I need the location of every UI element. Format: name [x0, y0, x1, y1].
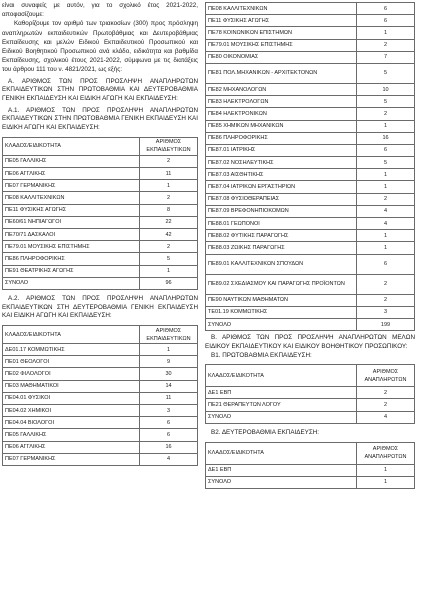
cell-klados: ΣΥΝΟΛΟ — [206, 318, 357, 330]
cell-klados: ΣΥΝΟΛΟ — [206, 411, 357, 423]
cell-klados: ΠΕ06 ΑΓΓΛΙΚΗΣ — [3, 168, 140, 180]
cell-count: 1 — [357, 242, 415, 254]
cell-klados: ΠΕ03 ΜΑΘΗΜΑΤΙΚΟΙ — [3, 380, 140, 392]
table-row — [206, 15, 415, 27]
cell-count: 5 — [357, 96, 415, 108]
cell-count: 1 — [140, 180, 198, 192]
cell-count: 2 — [140, 241, 198, 253]
cell-count: 11 — [140, 392, 198, 404]
table-row — [3, 429, 198, 441]
table-row — [3, 253, 198, 265]
cell-count: 1 — [140, 344, 198, 356]
col-header-count: ΑΡΙΘΜΟΣ ΕΚΠΑΙΔΕΥΤΙΚΩΝ — [140, 326, 198, 344]
table-row — [206, 181, 415, 193]
table-row — [3, 404, 198, 416]
cell-klados: ΠΕ85 ΧΗΜΙΚΩΝ ΜΗΧΑΝΙΚΩΝ — [206, 120, 357, 132]
table-row — [3, 453, 198, 465]
table-row — [3, 417, 198, 429]
col-header-count: ΑΡΙΘΜΟΣ ΕΚΠΑΙΔΕΥΤΙΚΩΝ — [140, 137, 198, 155]
cell-klados: ΠΕ60/61 ΝΗΠΙΑΓΩΓΟΙ — [3, 216, 140, 228]
cell-count: 16 — [140, 441, 198, 453]
table-row — [3, 155, 198, 167]
table-row — [3, 441, 198, 453]
cell-klados: ΠΕ04.04 ΒΙΟΛΟΓΟΙ — [3, 417, 140, 429]
cell-count: 4 — [140, 453, 198, 465]
cell-count: 6 — [140, 417, 198, 429]
cell-klados: ΠΕ04.01 ΦΥΣΙΚΟΙ — [3, 392, 140, 404]
table-header-row — [3, 137, 198, 155]
table-row — [206, 294, 415, 306]
table-row — [3, 216, 198, 228]
cell-klados: ΠΕ07 ΓΕΡΜΑΝΙΚΗΣ — [3, 453, 140, 465]
table-row — [206, 108, 415, 120]
table-row — [3, 368, 198, 380]
table-row — [206, 399, 415, 411]
cell-count: 1 — [357, 169, 415, 181]
cell-klados: ΣΥΝΟΛΟ — [206, 476, 357, 488]
cell-klados: ΠΕ08 ΚΑΛΛΙΤΕΧΝΙΚΩΝ — [206, 3, 357, 15]
cell-count: 30 — [140, 368, 198, 380]
cell-count: 6 — [357, 144, 415, 156]
cell-count: 1 — [357, 181, 415, 193]
table-row — [206, 169, 415, 181]
col-header-count: ΑΡΙΘΜΟΣ ΑΝΑΠΛΗΡΩΤΩΝ — [357, 365, 415, 387]
cell-klados: ΠΕ79.01 ΜΟΥΣΙΚΗΣ ΕΠΙΣΤΗΜΗΣ — [3, 241, 140, 253]
intro-paragraph: Καθορίζουμε τον αριθμό των τριακοσίων (300) προς πρόσληψη αναπληρωτών εκπαιδευτικών Πρωτοβάθμιας και Δευτεροβάθμιας Εκπαίδευσης και μελών Ειδικού Εκπαιδευτικού Προσωπικού και Ειδικού Βοηθητικού Προσωπικού ανά κλάδο, ειδικότητα και βαθμίδα Εκπαίδευσης, σχολικού έτους 2021-2022, σύμφωνα με τις διατάξεις του άρθρου 111 του ν. 4821/2021, ως εξής: — [2, 20, 198, 74]
cell-klados: ΠΕ83 ΗΛΕΚΤΡΟΛΟΓΩΝ — [206, 96, 357, 108]
table-row — [3, 180, 198, 192]
cell-count: 7 — [357, 51, 415, 63]
cell-klados: ΠΕ87.04 ΙΑΤΡΙΚΩΝ ΕΡΓΑΣΤΗΡΙΩΝ — [206, 181, 357, 193]
cell-klados: ΠΕ82 ΜΗΧΑΝΟΛΟΓΩΝ — [206, 83, 357, 95]
table-b2 — [205, 442, 415, 489]
cell-count: 6 — [140, 429, 198, 441]
cell-klados: ΠΕ87.02 ΝΟΣΗΛΕΥΤΙΚΗΣ — [206, 157, 357, 169]
table-header-row — [206, 365, 415, 387]
cell-klados: ΠΕ91 ΘΕΑΤΡΙΚΗΣ ΑΓΩΓΗΣ — [3, 265, 140, 277]
cell-count: 1 — [357, 464, 415, 476]
section-b1-heading: Β1. ΠΡΩΤΟΒΑΘΜΙΑ ΕΚΠΑΙΔΕΥΣΗ: — [211, 351, 312, 359]
section-b2-heading: Β2. ΔΕΥΤΕΡΟΒΑΘΜΙΑ ΕΚΠΑΙΔΕΥΣΗ: — [211, 428, 320, 436]
section-a1-heading: Α.1. ΑΡΙΘΜΟΣ ΤΩΝ ΠΡΟΣ ΠΡΟΣΛΗΨΗ ΑΝΑΠΛΗΡΩΤΩΝ ΕΚΠΑΙΔΕΥΤΙΚΩΝ ΣΤΗΝ ΠΡΩΤΟΒΑΘΜΙΑ ΓΕΝΙΚΗ ΕΚΠΑΙΔΕΥΣΗ ΚΑΙ ΕΙΔΙΚΗ ΑΓΩΓΗ ΚΑΙ ΕΚΠΑΙΔΕΥΣΗ: — [2, 106, 198, 132]
cell-klados: ΠΕ02 ΦΙΛΟΛΟΓΟΙ — [3, 368, 140, 380]
section-b-heading: Β. ΑΡΙΘΜΟΣ ΤΩΝ ΠΡΟΣ ΠΡΟΣΛΗΨΗ ΑΝΑΠΛΗΡΩΤΩΝ ΜΕΛΩΝ ΕΙΔΙΚΟΥ ΕΚΠΑΙΔΕΥΤΙΚΟΥ ΚΑΙ ΕΙΔΙΚΟΥ ΒΟΗΘΗΤΙΚΟΥ ΠΡΟΣΩΠΙΚΟΥ: — [205, 334, 415, 350]
cell-count: 3 — [357, 306, 415, 318]
table-row — [206, 157, 415, 169]
cell-klados: ΠΕ11 ΦΥΣΙΚΗΣ ΑΓΩΓΗΣ — [3, 204, 140, 216]
cell-klados: ΠΕ78 ΚΟΙΝΩΝΙΚΩΝ ΕΠΙΣΤΗΜΩΝ — [206, 27, 357, 39]
cell-count: 6 — [357, 254, 415, 274]
cell-count: 2 — [357, 274, 415, 294]
table-row — [206, 387, 415, 399]
table-row — [206, 120, 415, 132]
cell-count: 9 — [140, 356, 198, 368]
cell-klados: ΠΕ86 ΠΛΗΡΟΦΟΡΙΚΗΣ — [206, 132, 357, 144]
cell-count: 96 — [140, 277, 198, 289]
cell-klados: ΠΕ88.01 ΓΕΩΠΟΝΟΙ — [206, 218, 357, 230]
cell-klados: ΠΕ87.08 ΦΥΣΙΟΘΕΡΑΠΕΙΑΣ — [206, 193, 357, 205]
table-row — [206, 3, 415, 15]
cell-count: 16 — [357, 132, 415, 144]
cell-klados: ΠΕ05 ΓΑΛΛΙΚΗΣ — [3, 429, 140, 441]
cell-klados: ΠΕ70/71 ΔΑΣΚΑΛΟΙ — [3, 228, 140, 240]
cell-klados: ΠΕ07 ΓΕΡΜΑΝΙΚΗΣ — [3, 180, 140, 192]
cell-count: 1 — [357, 27, 415, 39]
table-row — [206, 83, 415, 95]
cell-count: 199 — [357, 318, 415, 330]
cell-klados: ΠΕ21 ΘΕΡΑΠΕΥΤΩΝ ΛΟΓΟΥ — [206, 399, 357, 411]
col-header-klados: ΚΛΑΔΟΣ/ΕΙΔΙΚΟΤΗΤΑ — [3, 326, 140, 344]
cell-count: 1 — [357, 120, 415, 132]
cell-count: 1 — [140, 265, 198, 277]
cell-count: 2 — [357, 399, 415, 411]
cell-count: 6 — [357, 15, 415, 27]
table-row — [206, 218, 415, 230]
section-a2-heading: Α.2. ΑΡΙΘΜΟΣ ΤΩΝ ΠΡΟΣ ΠΡΟΣΛΗΨΗ ΑΝΑΠΛΗΡΩΤΩΝ ΕΚΠΑΙΔΕΥΤΙΚΩΝ ΣΤΗ ΔΕΥΤΕΡΟΒΑΘΜΙΑ ΓΕΝΙΚΗ ΕΚΠΑΙΔΕΥΣΗ ΚΑΙ ΕΙΔΙΚΗ ΑΓΩΓΗ ΚΑΙ ΕΚΠΑΙΔΕΥΣΗ: — [2, 294, 198, 320]
cell-klados: ΠΕ11 ΦΥΣΙΚΗΣ ΑΓΩΓΗΣ — [206, 15, 357, 27]
table-row — [206, 411, 415, 423]
cell-klados: ΠΕ89.01 ΚΑΛΛΙΤΕΧΝΙΚΩΝ ΣΠΟΥΔΩΝ — [206, 254, 357, 274]
col-header-klados: ΚΛΑΔΟΣ/ΕΙΔΙΚΟΤΗΤΑ — [3, 137, 140, 155]
col-header-count: ΑΡΙΘΜΟΣ ΑΝΑΠΛΗΡΩΤΩΝ — [357, 442, 415, 464]
table-row — [3, 392, 198, 404]
cell-count: 4 — [357, 218, 415, 230]
cell-count: 4 — [357, 411, 415, 423]
table-row — [206, 230, 415, 242]
cell-klados: ΣΥΝΟΛΟ — [3, 277, 140, 289]
table-row — [3, 277, 198, 289]
table-row — [206, 63, 415, 83]
cell-count: 1 — [357, 230, 415, 242]
cell-count: 2 — [357, 294, 415, 306]
table-row — [206, 205, 415, 217]
table-row — [206, 132, 415, 144]
cell-klados: ΠΕ06 ΑΓΓΛΙΚΗΣ — [3, 441, 140, 453]
table-row — [206, 51, 415, 63]
intro-line: είναι συναφείς με αυτόν, για το σχολικό έτος 2021-2022, αποφασίζουμε: — [2, 2, 198, 19]
cell-count: 5 — [357, 63, 415, 83]
cell-count: 2 — [140, 155, 198, 167]
cell-count: 42 — [140, 228, 198, 240]
cell-count: 4 — [357, 205, 415, 217]
cell-klados: ΠΕ05 ΓΑΛΛΙΚΗΣ — [3, 155, 140, 167]
section-a-heading: Α. ΑΡΙΘΜΟΣ ΤΩΝ ΠΡΟΣ ΠΡΟΣΛΗΨΗ ΑΝΑΠΛΗΡΩΤΩΝ ΕΚΠΑΙΔΕΥΤΙΚΩΝ ΣΤΗΝ ΠΡΩΤΟΒΑΘΜΙΑ ΚΑΙ ΔΕΥΤΕΡΟΒΑΘΜΙΑ ΓΕΝΙΚΗ ΕΚΠΑΙΔΕΥΣΗ ΚΑΙ ΕΙΔΙΚΗ ΑΓΩΓΗ ΚΑΙ ΕΚΠΑΙΔΕΥΣΗ: — [2, 77, 198, 103]
table-row — [206, 476, 415, 488]
cell-klados: ΠΕ87.03 ΑΙΣΘΗΤΙΚΗΣ — [206, 169, 357, 181]
table-b1 — [205, 364, 415, 424]
table-row — [3, 241, 198, 253]
table-a1 — [2, 137, 198, 290]
cell-klados: ΠΕ81 ΠΟΛ.ΜΗΧΑΝΙΚΩΝ - ΑΡΧΙΤΕΚΤΟΝΩΝ — [206, 63, 357, 83]
cell-klados: ΠΕ80 ΟΙΚΟΝΟΜΙΑΣ — [206, 51, 357, 63]
cell-klados: ΔΕ01.17 ΚΟΜΜΩΤΙΚΗΣ — [3, 344, 140, 356]
cell-count: 2 — [357, 108, 415, 120]
table-header-row — [206, 442, 415, 464]
table-a2 — [2, 325, 198, 466]
cell-count: 5 — [140, 253, 198, 265]
left-column — [2, 0, 198, 466]
cell-klados: ΠΕ89.02 ΣΧΕΔΙΑΣΜΟΥ ΚΑΙ ΠΑΡΑΓΩΓΗΣ ΠΡΟΪΟΝΤΩΝ — [206, 274, 357, 294]
table-row — [206, 39, 415, 51]
cell-count: 14 — [140, 380, 198, 392]
cell-klados: ΔΕ1 ΕΒΠ — [206, 464, 357, 476]
table-row — [206, 242, 415, 254]
cell-count: 1 — [357, 476, 415, 488]
table-row — [206, 144, 415, 156]
cell-count: 8 — [140, 204, 198, 216]
table-row — [206, 193, 415, 205]
table-row — [206, 27, 415, 39]
cell-klados: ΠΕ90 ΝΑΥΤΙΚΩΝ ΜΑΘΗΜΑΤΩΝ — [206, 294, 357, 306]
table-a2-continued — [205, 2, 415, 331]
cell-klados: ΠΕ84 ΗΛΕΚΤΡΟΝΙΚΩΝ — [206, 108, 357, 120]
cell-count: 2 — [357, 387, 415, 399]
cell-count: 11 — [140, 168, 198, 180]
cell-klados: ΠΕ79.01 ΜΟΥΣΙΚΗΣ ΕΠΙΣΤΗΜΗΣ — [206, 39, 357, 51]
table-row — [206, 254, 415, 274]
cell-klados: ΠΕ88.03 ΖΩΙΚΗΣ ΠΑΡΑΓΩΓΗΣ — [206, 242, 357, 254]
cell-klados: ΔΕ1 ΕΒΠ — [206, 387, 357, 399]
cell-count: 5 — [357, 157, 415, 169]
cell-count: 6 — [357, 3, 415, 15]
cell-klados: ΠΕ87.01 ΙΑΤΡΙΚΗΣ — [206, 144, 357, 156]
table-row — [3, 344, 198, 356]
cell-count: 10 — [357, 83, 415, 95]
table-row — [3, 228, 198, 240]
cell-klados: ΠΕ86 ΠΛΗΡΟΦΟΡΙΚΗΣ — [3, 253, 140, 265]
cell-klados: ΠΕ01 ΘΕΟΛΟΓΟΙ — [3, 356, 140, 368]
table-header-row — [3, 326, 198, 344]
cell-klados: ΠΕ08 ΚΑΛΛΙΤΕΧΝΙΚΩΝ — [3, 192, 140, 204]
table-row — [3, 204, 198, 216]
table-row — [206, 306, 415, 318]
table-row — [206, 318, 415, 330]
cell-klados: ΠΕ87.09 ΒΡΕΦΟΝΗΠΙΟΚΟΜΩΝ — [206, 205, 357, 217]
table-row — [3, 380, 198, 392]
cell-count: 2 — [140, 192, 198, 204]
table-row — [206, 96, 415, 108]
col-header-klados: ΚΛΑΔΟΣ/ΕΙΔΙΚΟΤΗΤΑ — [206, 442, 357, 464]
table-row — [3, 356, 198, 368]
right-column — [205, 0, 415, 489]
cell-count: 3 — [140, 404, 198, 416]
cell-klados: ΠΕ04.02 ΧΗΜΙΚΟΙ — [3, 404, 140, 416]
cell-count: 2 — [357, 193, 415, 205]
col-header-klados: ΚΛΑΔΟΣ/ΕΙΔΙΚΟΤΗΤΑ — [206, 365, 357, 387]
cell-klados: ΠΕ88.02 ΦΥΤΙΚΗΣ ΠΑΡΑΓΩΓΗΣ — [206, 230, 357, 242]
cell-count: 22 — [140, 216, 198, 228]
cell-count: 2 — [357, 39, 415, 51]
table-row — [3, 192, 198, 204]
table-row — [206, 464, 415, 476]
cell-klados: ΤΕ01.19 ΚΟΜΜΩΤΙΚΗΣ — [206, 306, 357, 318]
table-row — [206, 274, 415, 294]
table-row — [3, 265, 198, 277]
table-row — [3, 168, 198, 180]
